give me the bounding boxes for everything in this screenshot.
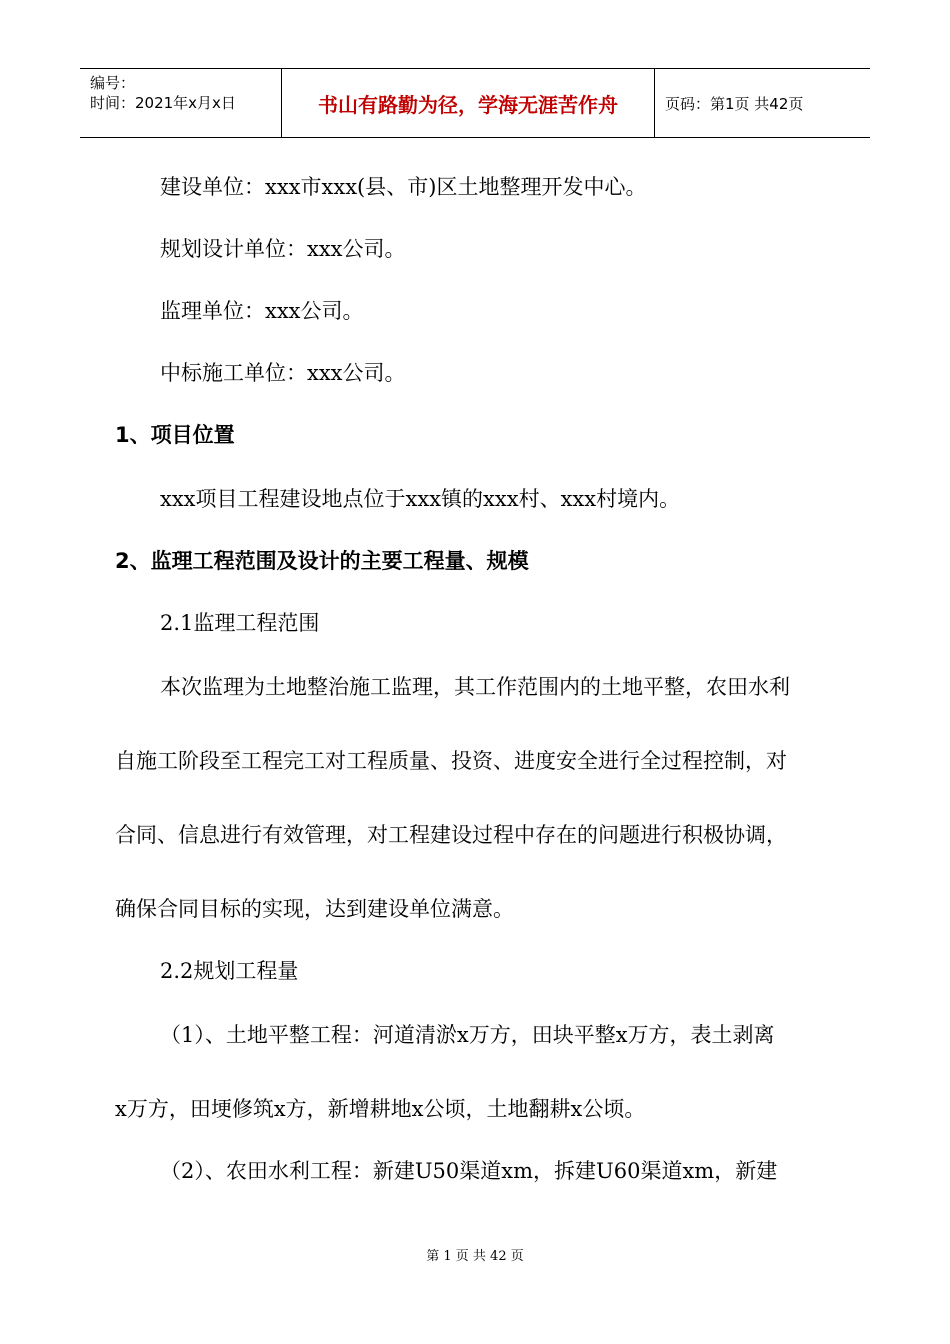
scope-paragraph-line-2: 自施工阶段至工程完工对工程质量、投资、进度安全进行全过程控制，对 <box>115 749 787 773</box>
section-heading-scope: 2、监理工程范围及设计的主要工程量、规模 <box>115 549 529 573</box>
page-footer: 第 1 页 共 42 页 <box>426 1249 524 1264</box>
location-paragraph: xxx项目工程建设地点位于xxx镇的xxx村、xxx村境内。 <box>160 487 681 511</box>
header-page-code: 页码：第1页 共42页 <box>665 94 804 113</box>
design-unit-line: 规划设计单位：xxx公司。 <box>160 237 406 261</box>
contractor-unit-line: 中标施工单位：xxx公司。 <box>160 361 406 385</box>
scope-paragraph-line-4: 确保合同目标的实现，达到建设单位满意。 <box>115 897 514 921</box>
header-motto: 书山有路勤为径，学海无涯苦作舟 <box>282 69 655 137</box>
irrigation-line-1: （2）、农田水利工程：新建U50渠道xm，拆建U60渠道xm，新建 <box>160 1159 778 1183</box>
scope-paragraph-line-1: 本次监理为土地整治施工监理，其工作范围内的土地平整，农田水利 <box>160 675 790 699</box>
subsection-heading-scope: 2.1监理工程范围 <box>160 611 320 635</box>
section-heading-location: 1、项目位置 <box>115 423 235 447</box>
supervision-unit-line: 监理单位：xxx公司。 <box>160 299 364 323</box>
scope-paragraph-line-3: 合同、信息进行有效管理，对工程建设过程中存在的问题进行积极协调， <box>115 823 787 847</box>
land-leveling-line-1: （1）、土地平整工程：河道清淤x万方，田块平整x万方，表土剥离 <box>160 1023 775 1047</box>
header-meta <box>80 69 282 137</box>
land-leveling-line-2: x万方，田埂修筑x方，新增耕地x公顷，土地翻耕x公顷。 <box>115 1097 646 1121</box>
subsection-heading-quantities: 2.2规划工程量 <box>160 959 299 983</box>
number-label: 编号： <box>90 74 136 92</box>
construction-unit-line: 建设单位：xxx市xxx(县、市)区土地整理开发中心。 <box>160 175 647 199</box>
page-header <box>80 68 870 138</box>
time-label: 时间：2021年x月x日 <box>90 94 236 112</box>
